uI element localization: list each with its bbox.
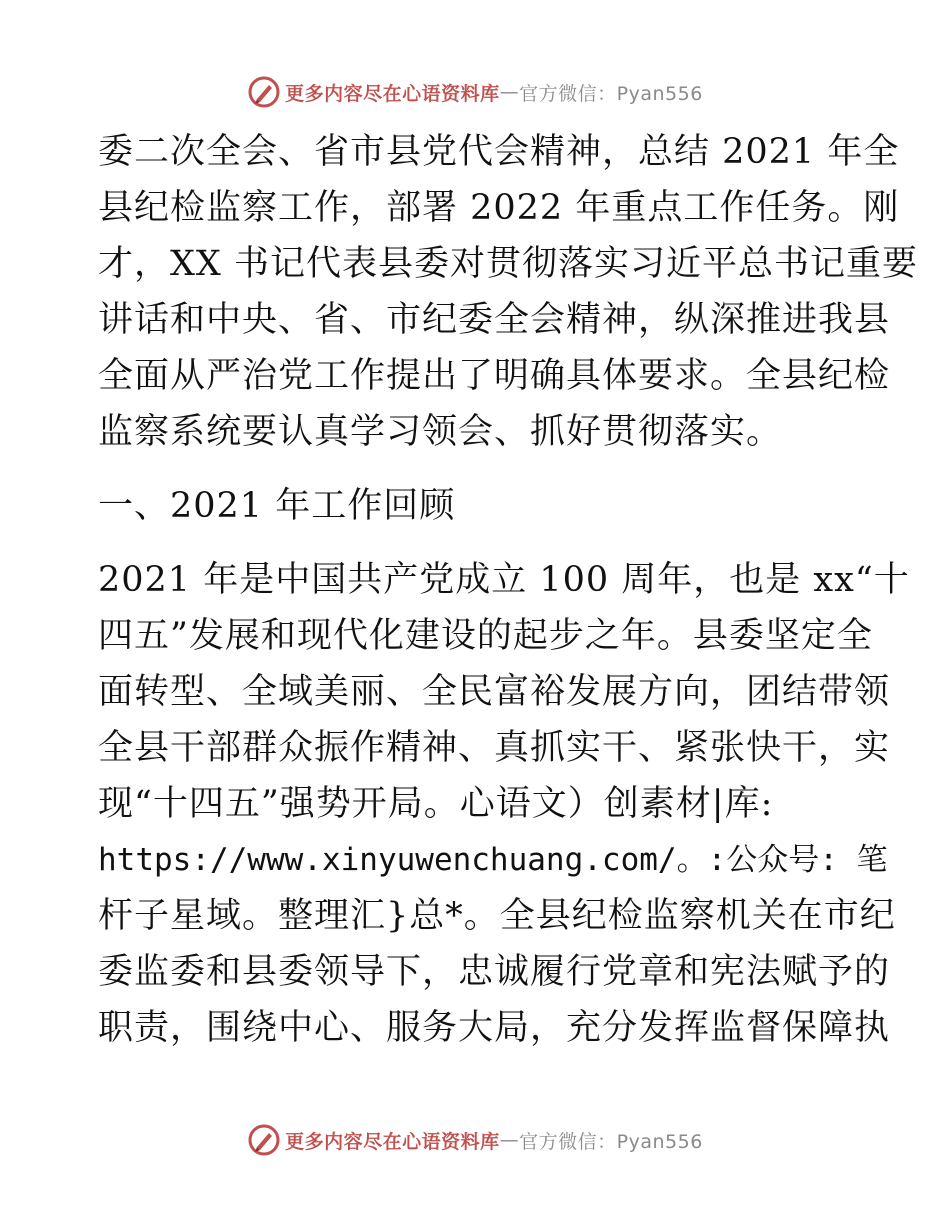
- text-line: 讲话和中央、省、市纪委全会精神，纵深推进我县: [98, 300, 891, 340]
- header-watermark-banner: [0, 72, 950, 112]
- banner-dash: —: [499, 1129, 520, 1151]
- url-line: https://www.xinyuwenchuang.com/。:公众号: 笔: [98, 842, 888, 878]
- banner-title: 更多内容尽在心语资料库: [285, 82, 500, 105]
- text-line: 面转型、全域美丽、全民富裕发展方向，团结带领: [98, 672, 891, 712]
- text-line: 现“十四五”强势开局。心语文）创素材|库:: [98, 784, 774, 824]
- banner-wechat: 官方微信：Pyan556: [519, 1130, 703, 1153]
- text-line: 县纪检监察工作，部署 2022 年重点工作任务。刚: [98, 188, 900, 228]
- text-line: 全县干部群众振作精神、真抓实干、紧张快干，实: [98, 728, 891, 768]
- footer-watermark-banner: [0, 1120, 950, 1160]
- banner-wechat: 官方微信：Pyan556: [519, 82, 703, 105]
- text-line: 委监委和县委领导下，忠诚履行党章和宪法赋予的: [98, 952, 891, 992]
- pen-circle-logo-icon: [247, 1123, 281, 1157]
- pen-circle-logo-icon: [247, 75, 281, 109]
- banner-dash: —: [499, 81, 520, 103]
- paragraph-2: [98, 552, 910, 1056]
- text-line: 2021 年是中国共产党成立 100 周年，也是 xx“十: [98, 560, 910, 600]
- banner-title: 更多内容尽在心语资料库: [285, 1130, 500, 1153]
- text-line: 才，XX 书记代表县委对贯彻落实习近平总书记重要: [98, 244, 918, 284]
- text-line: 杆子星域。整理汇}总*。全县纪检监察机关在市纪: [98, 896, 896, 936]
- text-line: 监察系统要认真学习领会、抓好贯彻落实。: [98, 412, 783, 452]
- text-line: 全面从严治党工作提出了明确具体要求。全县纪检: [98, 356, 891, 396]
- paragraph-1: [98, 124, 918, 460]
- document-body: [98, 124, 918, 1056]
- text-line: 四五”发展和现代化建设的起步之年。县委坚定全: [98, 616, 873, 656]
- text-line: 职责，围绕中心、服务大局，充分发挥监督保障执: [98, 1008, 891, 1048]
- text-line: 委二次全会、省市县党代会精神，总结 2021 年全: [98, 132, 900, 172]
- section-heading: 一、2021 年工作回顾: [98, 486, 456, 526]
